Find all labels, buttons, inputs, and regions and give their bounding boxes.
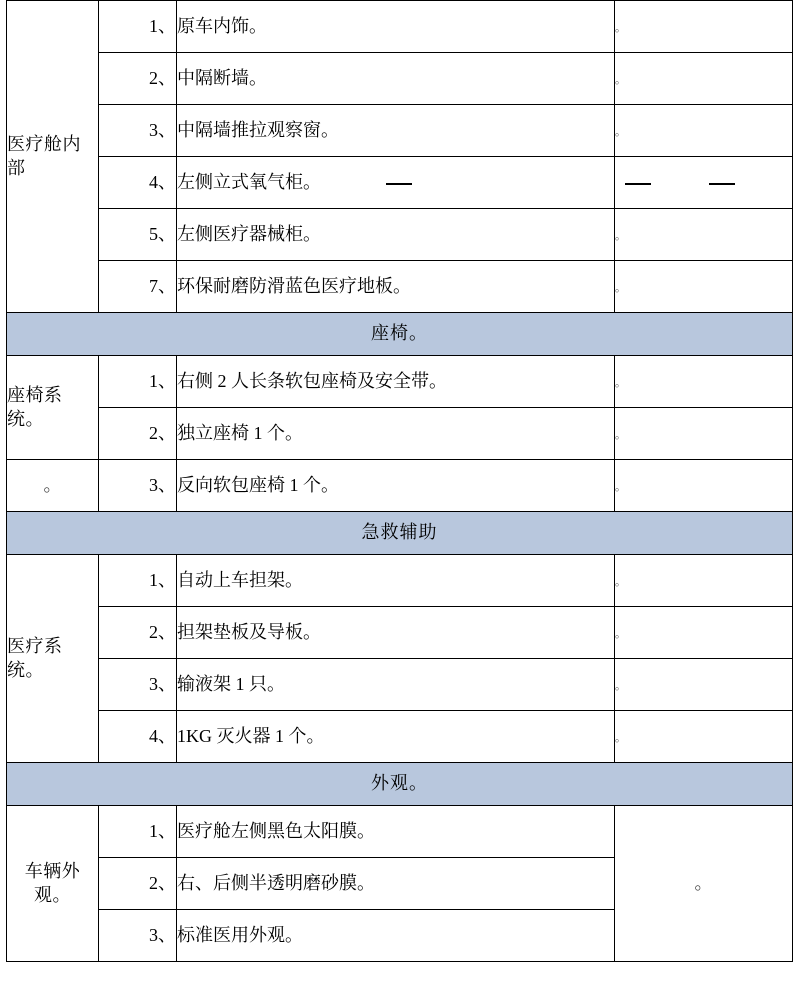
- row-description: 独立座椅 1 个。: [177, 408, 615, 460]
- note-mark: 。: [615, 21, 626, 34]
- row-number: 1、: [99, 1, 177, 53]
- row-description: 标准医用外观。: [177, 910, 615, 962]
- row-number: 2、: [99, 408, 177, 460]
- note-mark: 。: [615, 627, 626, 640]
- row-number: 3、: [99, 910, 177, 962]
- row-note: [615, 460, 793, 512]
- table-row: [7, 806, 793, 858]
- table-row: [7, 408, 793, 460]
- note-mark: 。: [615, 229, 626, 242]
- row-description: 左侧立式氧气柜。: [177, 171, 321, 192]
- table-row: [7, 53, 793, 105]
- row-description: 环保耐磨防滑蓝色医疗地板。: [177, 261, 615, 313]
- row-description: 输液架 1 只。: [177, 659, 615, 711]
- table-row: [7, 460, 793, 512]
- row-description: 原车内饰。: [177, 1, 615, 53]
- row-note: [615, 659, 793, 711]
- note-mark: 。: [615, 428, 626, 441]
- table-row-section-banner: [7, 313, 793, 356]
- table-row: [7, 356, 793, 408]
- row-description: 右、后侧半透明磨砂膜。: [177, 858, 615, 910]
- row-number: 1、: [99, 356, 177, 408]
- row-note-merged: 。: [615, 806, 793, 962]
- table-row-section-banner: [7, 763, 793, 806]
- table-row: [7, 105, 793, 157]
- row-number: 1、: [99, 806, 177, 858]
- row-description-with-dash: [177, 157, 615, 209]
- table-row: [7, 209, 793, 261]
- dash-mark: [386, 183, 412, 185]
- row-note: [615, 711, 793, 763]
- row-note: [615, 356, 793, 408]
- row-note: [615, 261, 793, 313]
- row-note: [615, 607, 793, 659]
- row-number: 1、: [99, 555, 177, 607]
- spec-table: [6, 0, 793, 962]
- table-row: [7, 711, 793, 763]
- note-mark: 。: [615, 73, 626, 86]
- section-header-seats: 座椅。: [7, 313, 793, 356]
- row-number: 3、: [99, 105, 177, 157]
- row-description: 左侧医疗器械柜。: [177, 209, 615, 261]
- row-note: [615, 209, 793, 261]
- table-row: [7, 261, 793, 313]
- row-number: 7、: [99, 261, 177, 313]
- row-number: 3、: [99, 659, 177, 711]
- table-row: [7, 659, 793, 711]
- table-row: [7, 157, 793, 209]
- row-number: 5、: [99, 209, 177, 261]
- category-cell-seat-system: 座椅系统。: [7, 356, 99, 460]
- row-number: 3、: [99, 460, 177, 512]
- category-cell-blank: 。: [7, 460, 99, 512]
- row-description: 右侧 2 人长条软包座椅及安全带。: [177, 356, 615, 408]
- row-number: 2、: [99, 607, 177, 659]
- row-description: 自动上车担架。: [177, 555, 615, 607]
- row-description: 1KG 灭火器 1 个。: [177, 711, 615, 763]
- row-note: [615, 1, 793, 53]
- row-note: [615, 408, 793, 460]
- table-row: [7, 1, 793, 53]
- row-number: 4、: [99, 711, 177, 763]
- note-mark: 。: [615, 575, 626, 588]
- row-number: 2、: [99, 858, 177, 910]
- row-description: 反向软包座椅 1 个。: [177, 460, 615, 512]
- row-note: [615, 105, 793, 157]
- table-row-section-banner: [7, 512, 793, 555]
- note-mark: 。: [615, 679, 626, 692]
- row-description: 中隔断墙。: [177, 53, 615, 105]
- dash-mark: [709, 183, 735, 185]
- category-cell-medical-cabin: 医疗舱内部: [7, 1, 99, 313]
- row-number: 2、: [99, 53, 177, 105]
- note-mark: 。: [615, 281, 626, 294]
- row-note: [615, 53, 793, 105]
- note-mark: 。: [615, 125, 626, 138]
- section-header-first-aid: 急救辅助: [7, 512, 793, 555]
- row-note: [615, 555, 793, 607]
- row-description: 中隔墙推拉观察窗。: [177, 105, 615, 157]
- row-description: 担架垫板及导板。: [177, 607, 615, 659]
- note-mark: 。: [615, 731, 626, 744]
- dash-mark-pair: [615, 171, 792, 194]
- note-mark: 。: [615, 480, 626, 493]
- category-cell-medical-system: 医疗系统。: [7, 555, 99, 763]
- row-description: 医疗舱左侧黑色太阳膜。: [177, 806, 615, 858]
- section-header-appearance: 外观。: [7, 763, 793, 806]
- row-note: [615, 157, 793, 209]
- table-row: [7, 555, 793, 607]
- category-cell-vehicle-appearance: 车辆外观。: [7, 806, 99, 962]
- row-number: 4、: [99, 157, 177, 209]
- dash-mark: [625, 183, 651, 185]
- table-row: [7, 607, 793, 659]
- note-mark: 。: [615, 376, 626, 389]
